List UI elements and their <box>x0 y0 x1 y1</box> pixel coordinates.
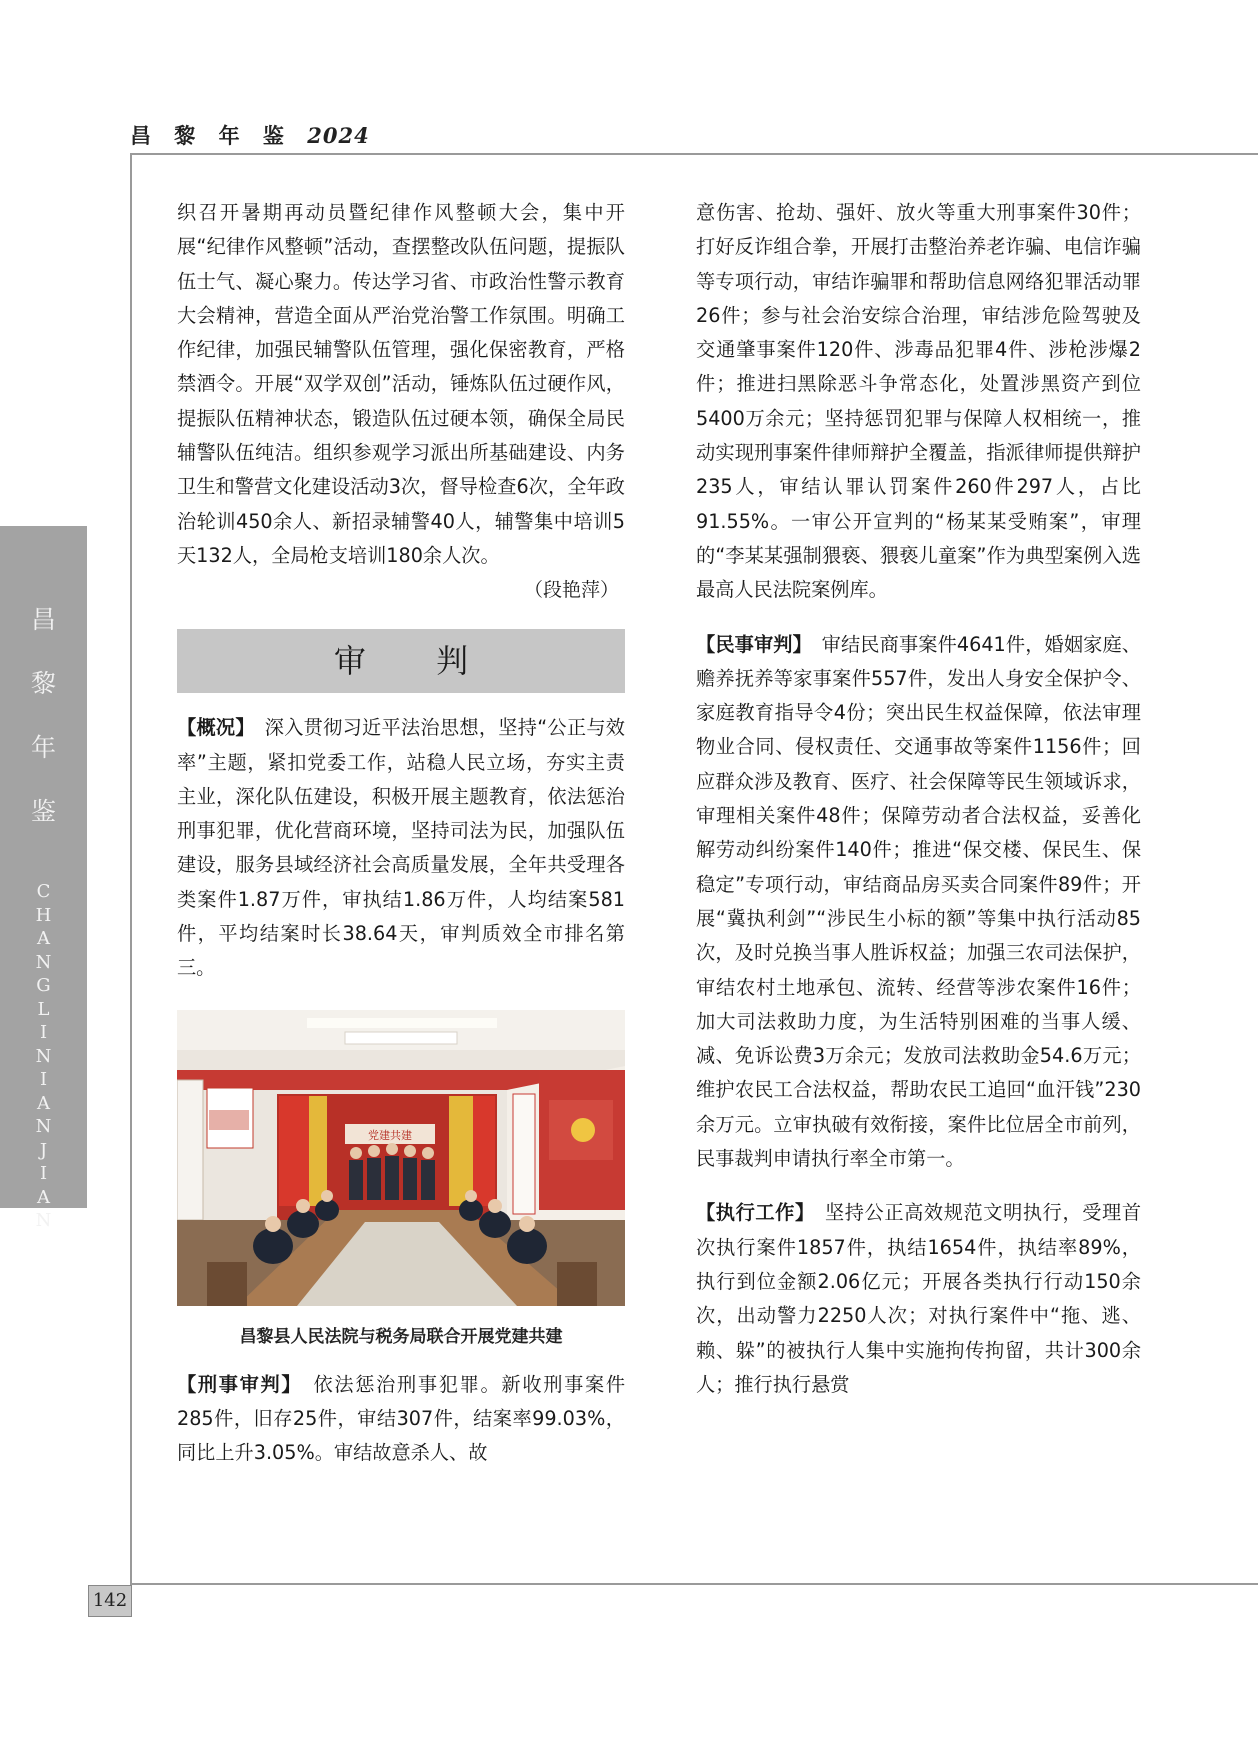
overview-text: 深入贯彻习近平法治思想，坚持“公正与效率”主题，紧扣党委工作，站稳人民立场，夯实主责主业，深化队伍建设，积极开展主题教育，依法惩治刑事犯罪，优化营商环境，坚持司法为民，加强队伍建设，服务县域经济社会高质量发展，全年共受理各类案件1.87万件，审执结1.86万件，人均结案581件，平均结案时长38.64天，审判质效全市排名第三。 <box>177 716 625 980</box>
section-title: 审 判 <box>177 629 625 693</box>
side-tab-pinyin <box>0 880 87 1233</box>
yearbook-year: 2024 <box>307 123 370 148</box>
side-tab-letter: I <box>39 1069 48 1090</box>
photo-banner-text: 党建共建 <box>368 1128 412 1142</box>
side-tab-letter: A <box>37 1092 50 1114</box>
side-tab-char: 黎 <box>30 669 56 698</box>
right-column <box>696 196 1141 1402</box>
side-tab-letter: N <box>35 1210 52 1231</box>
civil-paragraph <box>696 628 1141 1177</box>
execution-paragraph <box>696 1196 1141 1402</box>
paragraph-continued: 织召开暑期再动员暨纪律作风整顿大会，集中开展“纪律作风整顿”活动，查摆整改队伍问题，提振队伍士气、凝心聚力。传达学习省、市政治性警示教育大会精神，营造全面从严治党治警工作氛围。明确工作纪律，加强民辅警队伍管理，强化保密教育，严格禁酒令。开展“双学双创”活动，锤炼队伍过硬作风，提振队伍精神状态，锻造队伍过硬本领，确保全局民辅警队伍纯洁。组织参观学习派出所基础建设、内务卫生和警营文化建设活动3次，督导检查6次，全年政治轮训450余人、新招录辅警40人，辅警集中培训5天132人，全局枪支培训180余人次。 <box>177 201 625 567</box>
yearbook-title: 昌 黎 年 鉴 <box>130 123 292 148</box>
side-tab-letter: H <box>35 904 52 926</box>
criminal-text: 依法惩治刑事犯罪。新收刑事案件285件，旧存25件，审结307件，结案率99.03%，同比上升3.05%。审结故意杀人、故 <box>177 1372 626 1465</box>
execution-heading: 【执行工作】 <box>696 1201 806 1225</box>
side-tab-letter: C <box>36 881 51 902</box>
civil-heading: 【民事审判】 <box>696 632 803 656</box>
spacer <box>696 1176 1141 1196</box>
side-tab-letter: N <box>35 1116 52 1137</box>
criminal-heading: 【刑事审判】 <box>177 1372 293 1396</box>
side-tab-char: 鉴 <box>30 797 56 826</box>
side-tab-letter: N <box>35 951 52 973</box>
court-meeting-photo <box>177 1010 625 1306</box>
side-tab-letter: N <box>35 1045 52 1067</box>
left-column <box>177 196 625 1471</box>
side-tab-char: 昌 <box>30 605 56 634</box>
side-tab-letter: G <box>36 975 51 996</box>
side-tab-char: 年 <box>30 733 56 762</box>
top-rule <box>130 153 1258 155</box>
civil-text: 审结民商事案件4641件，婚姻家庭、赡养抚养等家事案件557件，发出人身安全保护令、家庭教育指导令4份；突出民生权益保障，依法审理物业合同、侵权责任、交通事故等案件1156件；回应群众涉及教育、医疗、社会保障等民生领域诉求，审理相关案件48件；保障劳动者合法权益，妥善化解劳动纠纷案件140件；推进“保交楼、保民生、保稳定”专项行动，审结商品房买卖合同案件89件；开展“冀执利剑”“涉民生小标的额”等集中执行活动85次，及时兑换当事人胜诉权益；加强三农司法保护，审结农村土地承包、流转、经营等涉农案件16件；加大司法救助力度，为生活特别困难的当事人缓、减、免诉讼费3万余元；发放司法救助金54.6万元；维护农民工合法权益，帮助农民工追回“血汗钱”230余万元。立审执破有效衔接，案件比位居全市前列，民事裁判申请执行率全市第一。 <box>696 632 1141 1171</box>
author-byline: （段艳萍） <box>523 579 619 602</box>
photo-caption: 昌黎县人民法院与税务局联合开展党建共建 <box>239 1326 563 1347</box>
running-head <box>130 120 370 150</box>
spacer <box>696 608 1141 628</box>
photo-illustration <box>177 1010 625 1306</box>
overview-heading: 【概况】 <box>177 716 246 740</box>
side-tab-letter: I <box>39 1022 48 1043</box>
side-tab-letter: J <box>39 1139 48 1161</box>
side-tab-letter: A <box>37 928 50 949</box>
execution-text: 坚持公正高效规范文明执行，受理首次执行案件1857件，执结1654件，执结率89%，执行到位金额2.06亿元；开展各类执行行动150余次，出动警力2250人次；对执行案件中“拖、逃、赖、躲”的被执行人集中实施拘传拘留，共计300余人；推行执行悬赏 <box>696 1201 1142 1396</box>
side-tab-letter: A <box>37 1186 50 1208</box>
side-tab-chinese <box>0 588 87 844</box>
criminal-paragraph <box>177 1368 625 1471</box>
criminal-paragraph-continued: 意伤害、抢劫、强奸、放火等重大刑事案件30件；打好反诈组合拳，开展打击整治养老诈骗、电信诈骗等专项行动，审结诈骗罪和帮助信息网络犯罪活动罪26件；参与社会治安综合治理，审结涉危险驾驶及交通肇事案件120件、涉毒品犯罪4件、涉枪涉爆2件；推进扫黑除恶斗争常态化，处置涉黑资产到位5400万余元；坚持惩罚犯罪与保障人权相统一，推动实现刑事案件律师辩护全覆盖，指派律师提供辩护235人，审结认罪认罚案件260件297人，占比91.55%。一审公开宣判的“杨某某受贿案”，审理的“李某某强制猥亵、猥亵儿童案”作为典型案例入选最高人民法院案例库。 <box>696 201 1141 602</box>
overview-paragraph <box>177 711 625 985</box>
bottom-rule <box>130 1583 1258 1585</box>
side-tab-letter: I <box>39 1163 48 1184</box>
side-tab-letter: L <box>37 998 50 1020</box>
page-number: 142 <box>88 1585 132 1617</box>
left-rule <box>130 153 132 1583</box>
side-tab <box>0 526 87 1231</box>
